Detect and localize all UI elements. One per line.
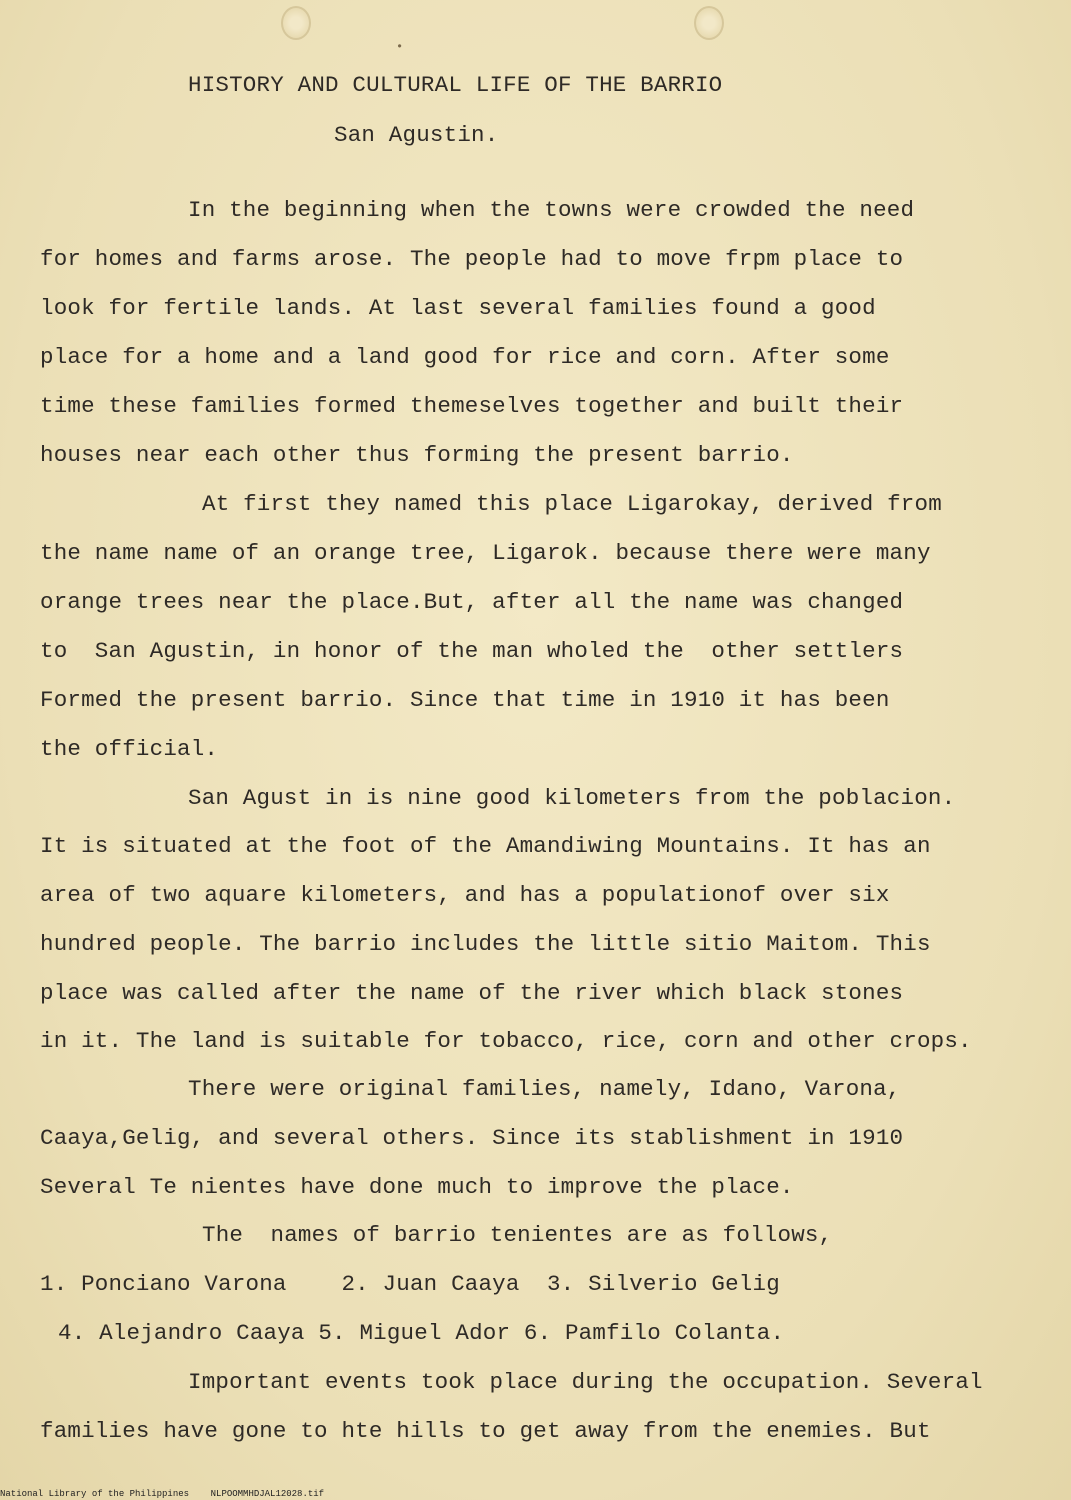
punch-hole-left (281, 6, 311, 40)
footer-filename: NLPOOMMHDJAL12028.tif (210, 1489, 325, 1499)
text-line: Caaya,Gelig, and several others. Since its stablishment in 1910 (40, 1125, 904, 1151)
text-line: place was called after the name of the river which black stones (40, 980, 904, 1006)
text-line: In the beginning when the towns were crowded the need (188, 197, 915, 223)
text-line: At first they named this place Ligarokay, derived from (202, 491, 942, 517)
text-line: San Agust in is nine good kilometers from the poblacion. (188, 785, 956, 811)
text-line: in it. The land is suitable for tobacco, rice, corn and other crops. (40, 1028, 972, 1054)
text-line: the name name of an orange tree, Ligarok. because there were many (40, 540, 931, 566)
text-line: look for fertile lands. At last several families found a good (40, 295, 876, 321)
text-line: the official. (40, 736, 219, 762)
scan-footer (0, 1489, 324, 1500)
text-line: There were original families, namely, Idano, Varona, (188, 1076, 901, 1102)
text-line: Formed the present barrio. Since that time in 1910 it has been (40, 687, 890, 713)
text-line: The names of barrio tenientes are as follows, (202, 1222, 833, 1248)
text-line: Several Te nientes have done much to improve the place. (40, 1174, 794, 1200)
text-line: hundred people. The barrio includes the little sitio Maitom. This (40, 931, 931, 957)
footer-library: National Library of the Philippines (0, 1489, 190, 1499)
ink-speck: • (396, 40, 404, 54)
text-line: time these families formed themeselves together and built their (40, 393, 904, 419)
document-subtitle: San Agustin. (334, 122, 499, 148)
text-line: for homes and farms arose. The people had to move frpm place to (40, 246, 904, 272)
text-line: orange trees near the place.But, after all the name was changed (40, 589, 904, 615)
text-line: houses near each other thus forming the present barrio. (40, 442, 794, 468)
text-line: area of two aquare kilometers, and has a populationof over six (40, 882, 890, 908)
document-title: HISTORY AND CULTURAL LIFE OF THE BARRIO (188, 72, 723, 98)
punch-hole-right (694, 6, 724, 40)
teniente-list-line: 4. Alejandro Caaya 5. Miguel Ador 6. Pamfilo Colanta. (58, 1320, 785, 1346)
teniente-list-line: 1. Ponciano Varona 2. Juan Caaya 3. Silverio Gelig (40, 1271, 780, 1297)
text-line: families have gone to hte hills to get away from the enemies. But (40, 1418, 931, 1444)
text-line: to San Agustin, in honor of the man wholed the other settlers (40, 638, 904, 664)
text-line: place for a home and a land good for rice and corn. After some (40, 344, 890, 370)
text-line: Important events took place during the occupation. Several (188, 1369, 983, 1395)
text-line: It is situated at the foot of the Amandiwing Mountains. It has an (40, 833, 931, 859)
